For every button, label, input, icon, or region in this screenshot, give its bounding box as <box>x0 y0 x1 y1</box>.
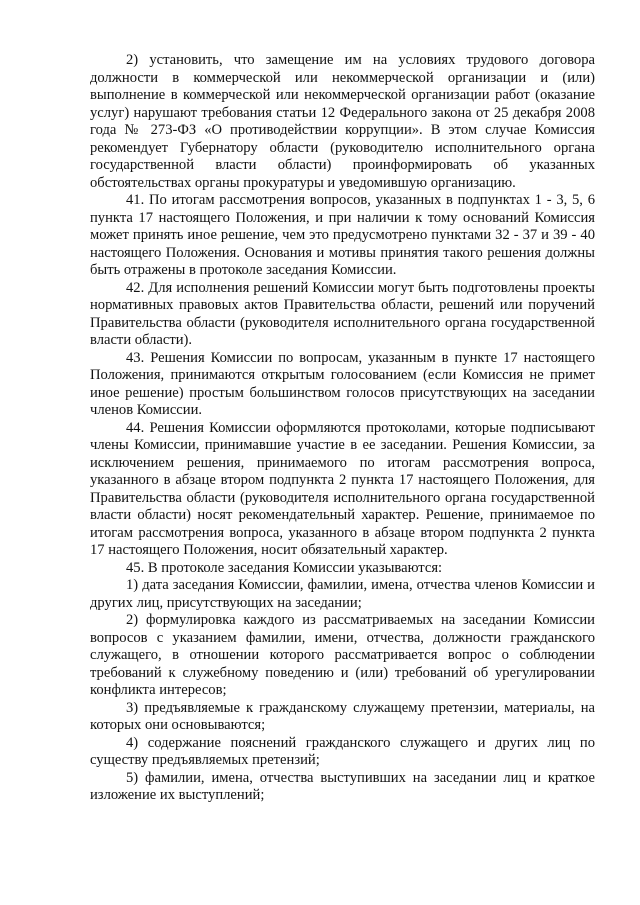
paragraph-41: 41. По итогам рассмотрения вопросов, указанных в подпунктах 1 - 3, 5, 6 пункта 17 настоящего Положения, и при наличии к тому оснований Комиссия может принять иное решение, чем это предусмотрено пунктами 32 - 37 и 39 - 40 настоящего Положения. Основания и мотивы принятия такого решения должны быть отражены в протоколе заседания Комиссии. <box>90 192 595 278</box>
paragraph-43: 43. Решения Комиссии по вопросам, указанным в пункте 17 настоящего Положения, принимаются открытым голосованием (если Комиссия не примет иное решение) простым большинством голосов присутствующих на заседании членов Комиссии. <box>90 349 595 418</box>
paragraph-45-item-5: 5) фамилии, имена, отчества выступивших на заседании лиц и краткое изложение их выступлений; <box>90 769 595 803</box>
paragraph-subitem-2-conclusion: 2) установить, что замещение им на условиях трудового договора должности в коммерческой или некоммерческой организации и (или) выполнение в коммерческой или некоммерческой организации работ (оказание услуг) нарушают требования статьи 12 Федерального закона от 25 декабря 2008 года № 273-ФЗ «О противодействии коррупции». В этом случае Комиссия рекомендует Губернатору области (руководителю исполнительного органа государственной власти области) проинформировать об указанных обстоятельствах органы прокуратуры и уведомившую организацию. <box>90 52 595 191</box>
document-page <box>90 52 595 805</box>
paragraph-42: 42. Для исполнения решений Комиссии могут быть подготовлены проекты нормативных правовых актов Правительства области, решений или поручений Правительства области (руководителя исполнительного органа государственной власти области). <box>90 279 595 348</box>
paragraph-44: 44. Решения Комиссии оформляются протоколами, которые подписывают члены Комиссии, принимавшие участие в ее заседании. Решения Комиссии, за исключением решения, принимаемого по итогам рассмотрения вопроса, указанного в абзаце втором подпункта 2 пункта 17 настоящего Положения, для Правительства области (руководителя исполнительного органа государственной власти области) носят рекомендательный характер. Решение, принимаемое по итогам рассмотрения вопроса, указанного в абзаце втором подпункта 2 пункта 17 настоящего Положения, носит обязательный характер. <box>90 419 595 558</box>
paragraph-45-item-4: 4) содержание пояснений гражданского служащего и других лиц по существу предъявляемых претензий; <box>90 734 595 768</box>
paragraph-45-heading: 45. В протоколе заседания Комиссии указываются: <box>126 559 443 576</box>
paragraph-45-item-2: 2) формулировка каждого из рассматриваемых на заседании Комиссии вопросов с указанием фамилии, имени, отчества, должности гражданского служащего, в отношении которого рассматривается вопрос о соблюдении требований к служебному поведению и (или) требований об урегулировании конфликта интересов; <box>90 612 595 698</box>
paragraph-45-item-1: 1) дата заседания Комиссии, фамилии, имена, отчества членов Комиссии и других лиц, присутствующих на заседании; <box>90 577 595 611</box>
paragraph-45-item-3: 3) предъявляемые к гражданскому служащему претензии, материалы, на которых они основываются; <box>90 699 595 733</box>
